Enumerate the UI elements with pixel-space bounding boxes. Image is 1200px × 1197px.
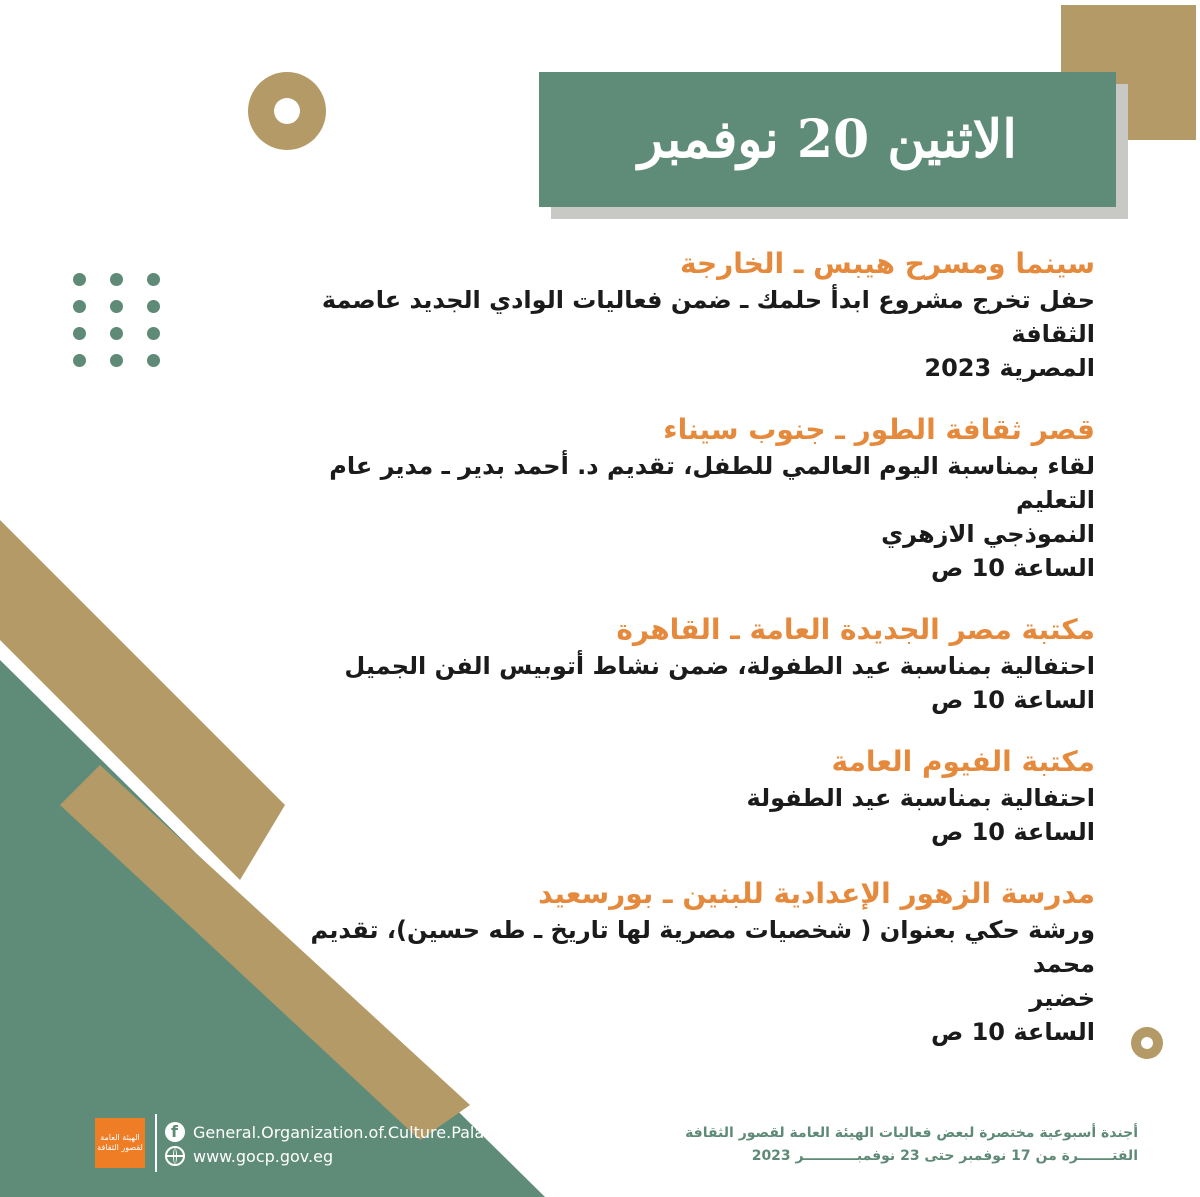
event-venue: قصر ثقافة الطور ـ جنوب سيناء [663, 413, 1095, 446]
event-description: لقاء بمناسبة اليوم العالمي للطفل، تقديم د. أحمد بدير ـ مدير عام التعليم [329, 452, 1095, 514]
facebook-page-name[interactable]: General.Organization.of.Culture.Palaces [193, 1122, 512, 1142]
event-description: حفل تخرج مشروع ابدأ حلمك ـ ضمن فعاليات الوادي الجديد عاصمة الثقافة [321, 286, 1095, 348]
event-venue: مدرسة الزهور الإعدادية للبنين ـ بورسعيد [538, 877, 1095, 910]
event-description: احتفالية بمناسبة عيد الطفولة [746, 784, 1095, 812]
event-description: النموذجي الازهري [881, 520, 1095, 548]
event-item [275, 245, 1095, 385]
gold-ring-decoration [248, 72, 326, 150]
footer-divider [155, 1114, 157, 1172]
dot-grid-decoration [60, 265, 170, 375]
agenda-period: الفتـــــــرة من 17 نوفمبر حتى 23 نوفمبـــــــــــر 2023 [751, 1148, 1138, 1164]
event-item [275, 875, 1095, 1049]
event-time: الساعة 10 ص [930, 1018, 1095, 1046]
event-description: ورشة حكي بعنوان ( شخصيات مصرية لها تاريخ ـ طه حسين)، تقديم محمد [310, 916, 1095, 978]
event-time: الساعة 10 ص [930, 554, 1095, 582]
agenda-description: أجندة أسبوعية مختصرة لبعض فعاليات الهيئة العامة لقصور الثقافة [685, 1125, 1138, 1141]
event-venue: مكتبة الفيوم العامة [831, 745, 1095, 778]
event-item [275, 743, 1095, 849]
page-title: الاثنين 20 نوفمبر [638, 109, 1017, 170]
website-contact[interactable] [165, 1146, 333, 1166]
organization-logo [95, 1118, 145, 1168]
facebook-contact[interactable] [165, 1122, 511, 1142]
website-url[interactable]: www.gocp.gov.eg [193, 1146, 334, 1166]
event-venue: مكتبة مصر الجديدة العامة ـ القاهرة [616, 613, 1095, 646]
event-description: خضير [1029, 984, 1095, 1012]
title-banner [539, 72, 1116, 207]
events-list [275, 245, 1095, 1075]
event-time: الساعة 10 ص [930, 686, 1095, 714]
event-item [275, 411, 1095, 585]
event-item [275, 611, 1095, 717]
event-description: المصرية 2023 [924, 354, 1095, 382]
globe-icon [165, 1146, 185, 1166]
facebook-icon [165, 1122, 185, 1142]
event-venue: سينما ومسرح هيبس ـ الخارجة [679, 247, 1095, 280]
event-description: احتفالية بمناسبة عيد الطفولة، ضمن نشاط أتوبيس الفن الجميل [344, 652, 1095, 680]
logo-text: الهيئة العامة لقصور الثقافة [97, 1133, 143, 1152]
small-gold-ring-decoration [1131, 1027, 1163, 1059]
agenda-info [578, 1122, 1138, 1168]
event-time: الساعة 10 ص [930, 818, 1095, 846]
